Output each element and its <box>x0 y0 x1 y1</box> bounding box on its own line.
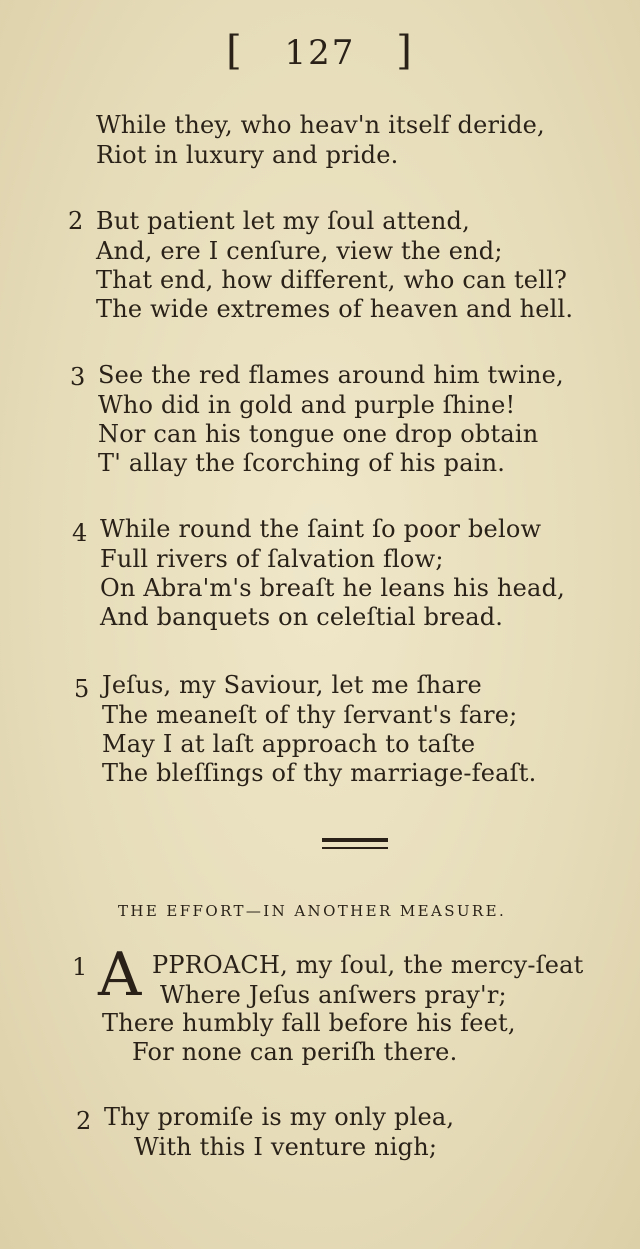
verse-line: While they, who heav'n itself deride, <box>96 111 545 139</box>
verse-line: The bleſſings of thy marriage-feaſt. <box>102 759 537 787</box>
verse-line: PPROACH, my ſoul, the mercy-ſeat <box>152 951 584 979</box>
verse-line: Who did in gold and purple ſhine! <box>98 391 516 419</box>
page-header <box>0 28 640 74</box>
verse-line: And banquets on celeſtial bread. <box>100 603 504 631</box>
stanza-number: 1 <box>72 953 88 981</box>
stanza-number: 4 <box>72 519 88 547</box>
page-number: 127 <box>284 33 356 73</box>
verse-line: May I at laſt approach to taſte <box>102 730 476 758</box>
section-divider-thin <box>322 847 388 849</box>
verse-line: Jeſus, my Saviour, let me ſhare <box>102 671 482 699</box>
verse-line: Where Jeſus anſwers pray'r; <box>160 981 507 1009</box>
verse-line: T' allay the ſcorching of his pain. <box>98 449 506 477</box>
verse-line: On Abra'm's breaſt he leans his head, <box>100 574 565 602</box>
verse-line: With this I venture nigh; <box>134 1133 438 1161</box>
verse-line: And, ere I cenſure, view the end; <box>96 237 503 265</box>
verse-line: But patient let my ſoul attend, <box>96 207 470 235</box>
verse-line: The wide extremes of heaven and hell. <box>96 295 574 323</box>
section-divider <box>322 838 388 842</box>
stanza-number: 3 <box>70 363 86 391</box>
hymn-title: THE EFFORT—IN ANOTHER MEASURE. <box>118 902 507 920</box>
bracket-close: ] <box>396 28 414 74</box>
verse-line: Full rivers of ſalvation flow; <box>100 545 444 573</box>
verse-line: Nor can his tongue one drop obtain <box>98 420 539 448</box>
drop-cap: A <box>98 940 142 1010</box>
stanza-number: 5 <box>74 675 90 703</box>
verse-line: For none can periſh there. <box>132 1038 458 1066</box>
bracket-open: [ <box>226 28 244 74</box>
verse-line: Riot in luxury and pride. <box>96 141 399 169</box>
verse-line: The meaneſt of thy ſervant's fare; <box>102 701 518 729</box>
verse-line: There humbly fall before his feet, <box>102 1009 516 1037</box>
verse-line: Thy promiſe is my only plea, <box>104 1103 455 1131</box>
stanza-number: 2 <box>76 1107 92 1135</box>
verse-line: That end, how different, who can tell? <box>96 266 568 294</box>
verse-line: See the red flames around him twine, <box>98 361 564 389</box>
stanza-number: 2 <box>68 207 84 235</box>
verse-line: While round the ſaint ſo poor below <box>100 515 542 543</box>
